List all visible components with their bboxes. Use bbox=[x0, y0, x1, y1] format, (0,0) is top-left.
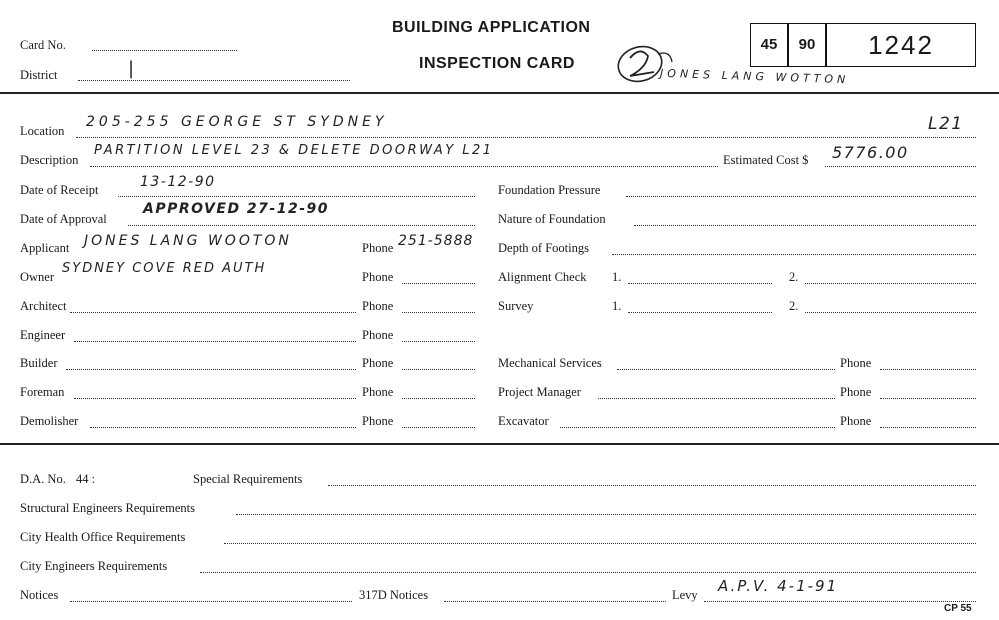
description-value: PARTITION LEVEL 23 & DELETE DOORWAY L21 bbox=[94, 143, 494, 158]
levy-label: Levy bbox=[672, 588, 698, 602]
alignment-check-label: Alignment Check bbox=[498, 270, 587, 284]
structural-field[interactable] bbox=[236, 514, 976, 515]
special-label: Special Requirements bbox=[193, 472, 303, 486]
architect-label: Architect bbox=[20, 299, 67, 313]
approval-label: Date of Approval bbox=[20, 212, 107, 226]
header-divider bbox=[0, 92, 999, 94]
form-code: CP 55 bbox=[944, 603, 972, 614]
notices-317d-label: 317D Notices bbox=[359, 588, 429, 602]
mechanical-label: Mechanical Services bbox=[498, 356, 602, 370]
estimated-cost-value: 5776.00 bbox=[832, 143, 909, 162]
builder-label: Builder bbox=[20, 356, 58, 370]
mechanical-phone-label: Phone bbox=[840, 356, 872, 370]
foreman-label: Foreman bbox=[20, 385, 65, 399]
approval-field[interactable] bbox=[128, 225, 475, 226]
location-field[interactable] bbox=[76, 137, 976, 138]
district-label: District bbox=[20, 68, 58, 82]
survey-2-field[interactable] bbox=[805, 312, 976, 313]
excavator-field[interactable] bbox=[560, 427, 835, 428]
notices-317d-field[interactable] bbox=[444, 601, 666, 602]
city-eng-label: City Engineers Requirements bbox=[20, 559, 168, 573]
structural-label: Structural Engineers Requirements bbox=[20, 501, 195, 515]
health-label: City Health Office Requirements bbox=[20, 530, 186, 544]
alignment-1-field[interactable] bbox=[628, 283, 772, 284]
estimated-cost-field[interactable] bbox=[825, 166, 976, 167]
receipt-field[interactable] bbox=[118, 196, 475, 197]
approval-value: APPROVED 27-12-90 bbox=[143, 201, 330, 217]
demolisher-phone-field[interactable] bbox=[402, 427, 475, 428]
survey-1-field[interactable] bbox=[628, 312, 772, 313]
da-label: D.A. No. bbox=[20, 472, 66, 486]
owner-phone-label: Phone bbox=[362, 270, 394, 284]
receipt-label: Date of Receipt bbox=[20, 183, 99, 197]
builder-phone-label: Phone bbox=[362, 356, 394, 370]
project-manager-field[interactable] bbox=[598, 398, 835, 399]
location-label: Location bbox=[20, 124, 65, 138]
foreman-phone-label: Phone bbox=[362, 385, 394, 399]
survey-1-label: 1. bbox=[612, 299, 622, 313]
architect-phone-label: Phone bbox=[362, 299, 394, 313]
survey-2-label: 2. bbox=[789, 299, 799, 313]
engineer-phone-field[interactable] bbox=[402, 341, 475, 342]
notices-field[interactable] bbox=[70, 601, 352, 602]
levy-value: A.P.V. 4-1-91 bbox=[718, 577, 839, 595]
demolisher-phone-label: Phone bbox=[362, 414, 394, 428]
builder-phone-field[interactable] bbox=[402, 369, 475, 370]
form-title: BUILDING APPLICATION bbox=[392, 19, 591, 36]
architect-field[interactable] bbox=[70, 312, 356, 313]
circled-mark-icon bbox=[610, 40, 680, 92]
stamp-note: JONES LANG WOTTON bbox=[659, 66, 850, 87]
district-field[interactable] bbox=[78, 80, 350, 81]
nature-foundation-field[interactable] bbox=[634, 225, 976, 226]
demolisher-field[interactable] bbox=[90, 427, 356, 428]
depth-footings-field[interactable] bbox=[612, 254, 976, 255]
project-manager-label: Project Manager bbox=[498, 385, 581, 399]
card-number-box: 1242 bbox=[826, 23, 976, 67]
foreman-field[interactable] bbox=[74, 398, 356, 399]
mechanical-phone-field[interactable] bbox=[880, 369, 976, 370]
demolisher-label: Demolisher bbox=[20, 414, 79, 428]
owner-label: Owner bbox=[20, 270, 55, 284]
location-level: L21 bbox=[928, 114, 964, 134]
location-value: 205-255 GEORGE ST SYDNEY bbox=[86, 114, 388, 130]
owner-phone-field[interactable] bbox=[402, 283, 475, 284]
builder-field[interactable] bbox=[66, 369, 356, 370]
receipt-value: 13-12-90 bbox=[140, 174, 216, 190]
card-no-field[interactable] bbox=[92, 50, 237, 51]
card-no-label: Card No. bbox=[20, 38, 66, 52]
excavator-label: Excavator bbox=[498, 414, 549, 428]
card-box-1: 45 bbox=[750, 23, 788, 67]
description-label: Description bbox=[20, 153, 79, 167]
alignment-1-label: 1. bbox=[612, 270, 622, 284]
mechanical-field[interactable] bbox=[617, 369, 835, 370]
special-field[interactable] bbox=[328, 485, 976, 486]
applicant-value: JONES LANG WOOTON bbox=[84, 233, 292, 249]
excavator-phone-field[interactable] bbox=[880, 427, 976, 428]
foundation-pressure-field[interactable] bbox=[626, 196, 976, 197]
alignment-2-field[interactable] bbox=[805, 283, 976, 284]
health-field[interactable] bbox=[224, 543, 976, 544]
foundation-pressure-label: Foundation Pressure bbox=[498, 183, 601, 197]
foreman-phone-field[interactable] bbox=[402, 398, 475, 399]
requirements-divider bbox=[0, 443, 999, 445]
notices-label: Notices bbox=[20, 588, 59, 602]
description-field[interactable] bbox=[90, 166, 718, 167]
city-eng-field[interactable] bbox=[200, 572, 976, 573]
card-box-2: 90 bbox=[788, 23, 826, 67]
engineer-label: Engineer bbox=[20, 328, 66, 342]
depth-footings-label: Depth of Footings bbox=[498, 241, 589, 255]
project-manager-phone-field[interactable] bbox=[880, 398, 976, 399]
form-subtitle: INSPECTION CARD bbox=[419, 55, 575, 72]
applicant-phone-label: Phone bbox=[362, 241, 394, 255]
architect-phone-field[interactable] bbox=[402, 312, 475, 313]
alignment-2-label: 2. bbox=[789, 270, 799, 284]
survey-label: Survey bbox=[498, 299, 534, 313]
applicant-label: Applicant bbox=[20, 241, 70, 255]
levy-field[interactable] bbox=[704, 601, 976, 602]
da-value: 44 : bbox=[76, 472, 96, 486]
project-manager-phone-label: Phone bbox=[840, 385, 872, 399]
applicant-phone-value: 251-5888 bbox=[398, 233, 474, 249]
district-value: | bbox=[128, 58, 136, 79]
estimated-cost-label: Estimated Cost $ bbox=[723, 153, 809, 167]
owner-value: SYDNEY COVE RED AUTH bbox=[62, 261, 267, 276]
engineer-field[interactable] bbox=[74, 341, 356, 342]
nature-foundation-label: Nature of Foundation bbox=[498, 212, 606, 226]
excavator-phone-label: Phone bbox=[840, 414, 872, 428]
engineer-phone-label: Phone bbox=[362, 328, 394, 342]
